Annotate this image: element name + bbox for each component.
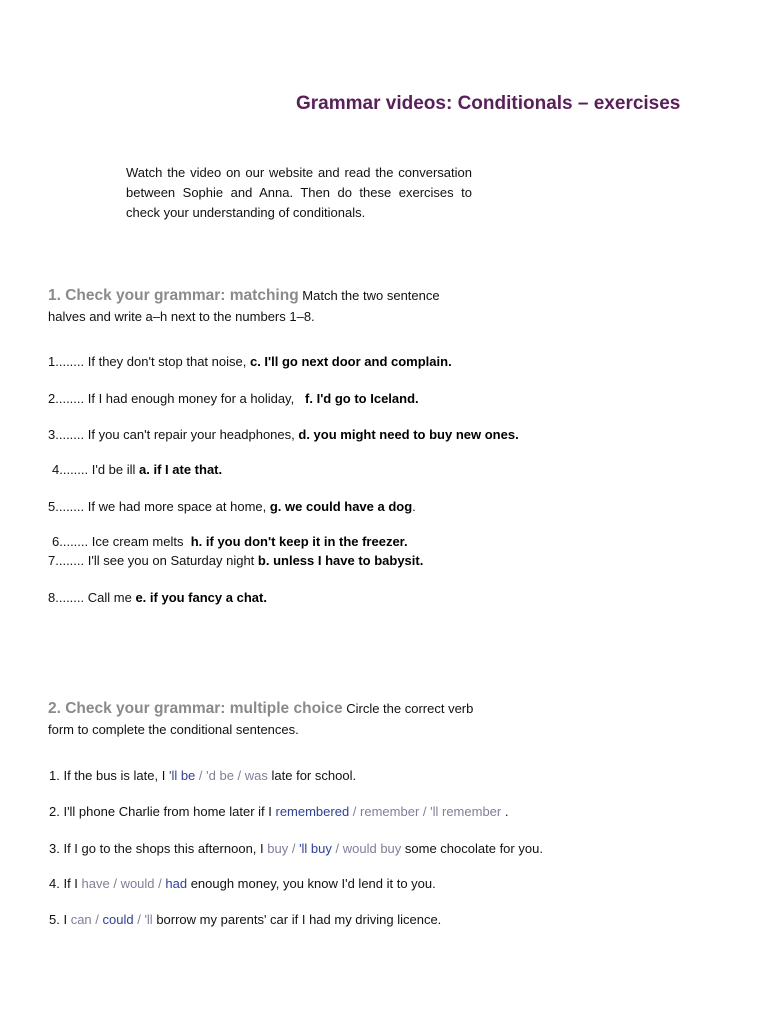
match-item-6	[52, 534, 408, 550]
option-separator: /	[233, 768, 242, 783]
item-text: If we had more space at home,	[87, 499, 267, 514]
section1-heading: 1. Check your grammar: matching	[48, 287, 299, 304]
option-1[interactable]: 'll be	[165, 768, 196, 783]
item-number: 3........	[48, 427, 85, 442]
option-separator: /	[91, 912, 99, 927]
item-number: 4........	[52, 462, 89, 477]
option-separator: /	[195, 768, 203, 783]
match-item-7	[48, 553, 423, 569]
item-number: 5........	[48, 499, 85, 514]
option-separator: /	[154, 876, 162, 891]
option-3[interactable]: had	[161, 876, 188, 891]
match-item-3	[48, 427, 519, 443]
item-text: I'd be ill	[91, 462, 136, 477]
option-1[interactable]: can	[67, 912, 92, 927]
question-text: 3. If I go to the shops this afternoon, I	[49, 841, 264, 856]
item-number: 8........	[48, 590, 85, 605]
item-number: 7........	[48, 553, 85, 568]
question-text: 4. If I	[49, 876, 78, 891]
match-item-8	[48, 590, 267, 606]
option-separator: /	[288, 841, 296, 856]
item-answer: d. you might need to buy new ones.	[298, 427, 519, 442]
item-answer: a. if I ate that.	[139, 462, 223, 477]
option-2[interactable]: would	[116, 876, 155, 891]
intro-paragraph: Watch the video on our website and read the conversation between Sophie and Anna. Then do these exercises to check your understanding of conditionals.	[126, 165, 472, 220]
item-answer: e. if you fancy a chat.	[135, 590, 267, 605]
mc-question-4	[49, 876, 436, 892]
match-item-4	[52, 462, 222, 478]
item-answer: f. I'd go to Iceland.	[305, 391, 419, 406]
option-separator: /	[419, 804, 427, 819]
option-separator: /	[109, 876, 117, 891]
section1-header	[48, 285, 478, 327]
option-separator: /	[331, 841, 340, 856]
option-1[interactable]: remembered	[271, 804, 350, 819]
option-2[interactable]: remember	[356, 804, 420, 819]
item-answer: g. we could have a dog	[269, 499, 413, 514]
option-1[interactable]: buy	[263, 841, 289, 856]
page-title: Grammar videos: Conditionals – exercises	[296, 93, 681, 114]
item-text: If I had enough money for a holiday,	[87, 391, 295, 406]
match-item-1	[48, 354, 452, 370]
section2-header	[48, 698, 478, 740]
option-separator: /	[133, 912, 141, 927]
option-3[interactable]: 'll	[140, 912, 153, 927]
item-text: Ice cream melts	[91, 534, 184, 549]
option-separator: /	[349, 804, 357, 819]
question-text: 1. If the bus is late, I	[49, 768, 166, 783]
question-text-end: late for school.	[267, 768, 357, 783]
mc-question-5	[49, 912, 441, 928]
option-2[interactable]: could	[98, 912, 134, 927]
item-text: If you can't repair your headphones,	[87, 427, 295, 442]
section2-instruction: Circle the correct verb form to complete the conditional sentences.	[48, 701, 474, 737]
option-3[interactable]: would buy	[339, 841, 402, 856]
item-text: I'll see you on Saturday night	[87, 553, 255, 568]
item-number: 6........	[52, 534, 89, 549]
item-tail: .	[412, 499, 416, 514]
item-answer: h. if you don't keep it in the freezer.	[190, 534, 408, 549]
mc-question-1	[49, 768, 356, 784]
item-answer: b. unless I have to babysit.	[257, 553, 424, 568]
item-text: Call me	[87, 590, 132, 605]
item-text: If they don't stop that noise,	[87, 354, 247, 369]
question-text: 5. I	[49, 912, 68, 927]
mc-question-2	[49, 804, 508, 820]
option-3[interactable]: 'll remember	[426, 804, 502, 819]
section1-instruction: Match the two sentence halves and write a–h next to the numbers 1–8.	[48, 288, 440, 324]
section2-heading: 2. Check your grammar: multiple choice	[48, 700, 343, 717]
question-text: 2. I'll phone Charlie from home later if I	[49, 804, 272, 819]
option-1[interactable]: have	[77, 876, 110, 891]
match-item-5	[48, 499, 416, 515]
item-answer: c. I'll go next door and complain.	[249, 354, 452, 369]
option-3[interactable]: was	[241, 768, 268, 783]
question-text-end: .	[501, 804, 509, 819]
mc-question-3	[49, 841, 543, 857]
question-text-end: enough money, you know I'd lend it to you.	[187, 876, 436, 891]
question-text-end: some chocolate for you.	[401, 841, 543, 856]
item-number: 2........	[48, 391, 85, 406]
question-text-end: borrow my parents' car if I had my driving licence.	[152, 912, 442, 927]
option-2[interactable]: 'd be	[202, 768, 234, 783]
match-item-2	[48, 391, 419, 407]
option-2[interactable]: 'll buy	[295, 841, 332, 856]
item-number: 1........	[48, 354, 85, 369]
